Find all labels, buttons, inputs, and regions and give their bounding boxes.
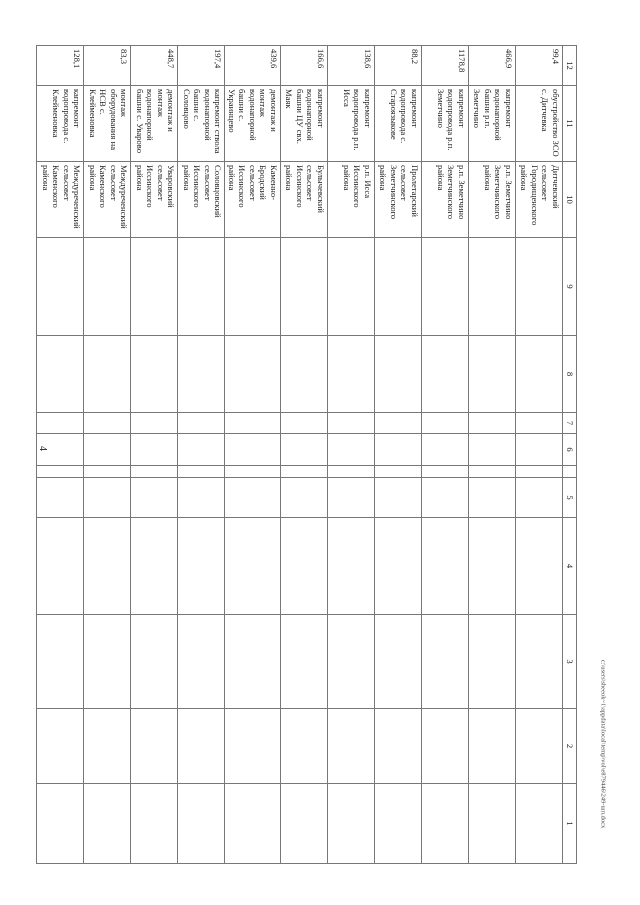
table-cell <box>37 784 84 864</box>
table-cell <box>422 615 469 709</box>
table-cell <box>178 518 225 615</box>
table-cell <box>84 784 131 864</box>
table-cell <box>178 336 225 413</box>
table-cell <box>469 466 516 478</box>
table-body <box>37 46 563 864</box>
header-cell: 4 <box>563 518 577 615</box>
table-cell <box>422 784 469 864</box>
header-cell: 12 <box>563 46 577 86</box>
table-cell <box>84 336 131 413</box>
table-row <box>375 46 422 864</box>
table-cell <box>131 434 178 466</box>
table-cell <box>225 478 281 518</box>
table-cell: демонтаж и монтаж водонапорной башни с. Украинцево <box>225 86 281 162</box>
table-cell: 88,2 <box>375 46 422 86</box>
table-cell <box>131 413 178 434</box>
table-cell <box>375 434 422 466</box>
header-cell: 8 <box>563 336 577 413</box>
table-row <box>84 46 131 864</box>
table-cell <box>84 434 131 466</box>
table-cell <box>178 615 225 709</box>
table-cell <box>84 518 131 615</box>
table-cell <box>328 466 375 478</box>
table-cell <box>375 615 422 709</box>
table-cell: 166,6 <box>281 46 328 86</box>
table-cell <box>422 434 469 466</box>
table-cell <box>422 478 469 518</box>
table-cell: 197,4 <box>178 46 225 86</box>
header-cell: 10 <box>563 162 577 238</box>
table-cell <box>281 336 328 413</box>
header-cell: 2 <box>563 709 577 784</box>
table-cell <box>281 518 328 615</box>
table-cell: капремонт ствола водонапорной башни с. Соловцово <box>178 86 225 162</box>
table-cell <box>225 615 281 709</box>
table-row <box>328 46 375 864</box>
table-cell <box>225 709 281 784</box>
table-cell <box>131 709 178 784</box>
table-cell <box>469 478 516 518</box>
header-cell: 9 <box>563 238 577 336</box>
table-cell <box>422 336 469 413</box>
table-cell <box>516 336 563 413</box>
table-cell: 439,6 <box>225 46 281 86</box>
table-cell <box>225 413 281 434</box>
table-cell: 448,7 <box>131 46 178 86</box>
header-cell: 7 <box>563 413 577 434</box>
table-cell <box>281 478 328 518</box>
table-cell <box>178 413 225 434</box>
table-cell <box>469 336 516 413</box>
table-cell <box>469 709 516 784</box>
table-cell <box>178 434 225 466</box>
table-cell <box>281 615 328 709</box>
table-cell: Междуреченский сельсовет Каменского района <box>84 162 131 238</box>
table-cell <box>422 518 469 615</box>
table-cell <box>328 238 375 336</box>
table-cell <box>131 466 178 478</box>
header-row <box>563 46 577 864</box>
table-cell <box>422 238 469 336</box>
table-cell <box>131 615 178 709</box>
table-cell <box>131 238 178 336</box>
table-cell <box>281 784 328 864</box>
table-row <box>225 46 281 864</box>
table-row <box>131 46 178 864</box>
table-cell <box>375 336 422 413</box>
table-cell <box>37 336 84 413</box>
table-cell <box>37 709 84 784</box>
table-cell <box>516 466 563 478</box>
table-cell <box>469 615 516 709</box>
table-cell <box>84 238 131 336</box>
header-cell: 1 <box>563 784 577 864</box>
table-cell <box>84 709 131 784</box>
table-cell <box>131 478 178 518</box>
table-cell <box>37 518 84 615</box>
table-cell <box>37 615 84 709</box>
table-cell <box>375 784 422 864</box>
table-cell <box>178 466 225 478</box>
table-cell <box>281 238 328 336</box>
table-cell <box>328 413 375 434</box>
table-cell: обустройство ЗСО с. Дитчевка <box>516 86 563 162</box>
table-cell: монтаж оборудования на НСВ с. Клейменовка <box>84 86 131 162</box>
table-row <box>178 46 225 864</box>
table-cell <box>37 466 84 478</box>
table-cell <box>469 238 516 336</box>
table-cell: Дитчевский сельсовет Городищенского района <box>516 162 563 238</box>
table-cell <box>375 518 422 615</box>
header-cell: 5 <box>563 478 577 518</box>
table-cell <box>516 784 563 864</box>
table-cell: Булычевский сельсовет Иссинского района <box>281 162 328 238</box>
table-cell <box>131 784 178 864</box>
table-cell: капремонт водопровода р.п. Земетчино <box>422 86 469 162</box>
table-row <box>37 46 84 864</box>
footer-file-path-text: c:\users\sheeok~1\appdata\local\temp\vol\e879446\249-шп.docx <box>599 659 607 829</box>
table-cell: капремонт водопровода р.п. Исса <box>328 86 375 162</box>
table-cell <box>225 784 281 864</box>
table-cell <box>328 518 375 615</box>
table-cell <box>328 336 375 413</box>
table-cell: 128,1 <box>37 46 84 86</box>
table-cell <box>37 478 84 518</box>
table-cell: р.п. Земетчино Земетчинского района <box>422 162 469 238</box>
header-cell: 3 <box>563 615 577 709</box>
table-cell: 83,3 <box>84 46 131 86</box>
table-cell: капремонт водонапорной башни р.п. Земетчино <box>469 86 516 162</box>
table-cell <box>281 413 328 434</box>
table-cell: Уваровский сельсовет Иссинского района <box>131 162 178 238</box>
table-cell <box>375 238 422 336</box>
table-cell <box>516 434 563 466</box>
table-cell <box>281 434 328 466</box>
table-cell <box>225 466 281 478</box>
table-cell <box>375 709 422 784</box>
table-cell <box>375 478 422 518</box>
table-cell <box>84 478 131 518</box>
table-cell <box>375 413 422 434</box>
table-cell: демонтаж и монтаж водонапорной башни с. Уварово <box>131 86 178 162</box>
table-cell <box>516 709 563 784</box>
table-cell <box>37 434 84 466</box>
table-cell <box>178 238 225 336</box>
table-cell <box>328 709 375 784</box>
table-cell: 99,4 <box>516 46 563 86</box>
table-cell <box>469 434 516 466</box>
table-cell <box>328 434 375 466</box>
table-cell <box>516 615 563 709</box>
rotated-table-container <box>41 45 577 863</box>
table-cell: 138,6 <box>328 46 375 86</box>
table-cell <box>225 238 281 336</box>
table-cell <box>422 466 469 478</box>
table-row <box>422 46 469 864</box>
table-cell <box>469 518 516 615</box>
table-row <box>281 46 328 864</box>
table-cell <box>178 478 225 518</box>
table-cell <box>422 709 469 784</box>
table-cell <box>84 413 131 434</box>
table-cell <box>328 478 375 518</box>
page-number: 4 <box>37 446 48 451</box>
table-cell <box>469 784 516 864</box>
funding-table <box>37 45 578 864</box>
table-cell <box>516 413 563 434</box>
table-cell <box>422 413 469 434</box>
table-cell <box>178 784 225 864</box>
table-cell <box>37 238 84 336</box>
table-cell <box>178 709 225 784</box>
table-cell: 466,9 <box>469 46 516 86</box>
table-cell <box>131 336 178 413</box>
table-row <box>516 46 563 864</box>
table-cell: Каменно-Бродский сельсовет Иссинского района <box>225 162 281 238</box>
table-cell: р.п. Исса Иссинского района <box>328 162 375 238</box>
header-cell: 6 <box>563 434 577 466</box>
table-row <box>469 46 516 864</box>
header-cell <box>563 466 577 478</box>
table-cell: капремонт водонапорной башни ЦУ свх. Маяк <box>281 86 328 162</box>
table-cell: Пролетарский сельсовет Земетчинского района <box>375 162 422 238</box>
table-cell: капремонт водопровода с. Староязыкове <box>375 86 422 162</box>
table-cell: р.п. Земетчино Земетчинского района <box>469 162 516 238</box>
table-cell <box>131 518 178 615</box>
table-cell <box>328 615 375 709</box>
table-cell <box>281 709 328 784</box>
table-cell <box>328 784 375 864</box>
table-cell <box>375 466 422 478</box>
table-cell: 1178,8 <box>422 46 469 86</box>
table-cell <box>225 336 281 413</box>
table-cell <box>516 518 563 615</box>
table-cell <box>37 413 84 434</box>
header-cell: 11 <box>563 86 577 162</box>
table-cell: Соловцовский сельсовет Иссинского района <box>178 162 225 238</box>
table-cell <box>516 238 563 336</box>
table-cell: капремонт водопровода с. Клейменовка <box>37 86 84 162</box>
table-cell <box>516 478 563 518</box>
table-cell <box>469 413 516 434</box>
table-cell <box>84 466 131 478</box>
table-cell: Междуреченский сельсовет Каменского района <box>37 162 84 238</box>
footer-file-path <box>597 634 609 854</box>
table-cell <box>225 434 281 466</box>
table-cell <box>84 615 131 709</box>
table-cell <box>225 518 281 615</box>
table-cell <box>281 466 328 478</box>
